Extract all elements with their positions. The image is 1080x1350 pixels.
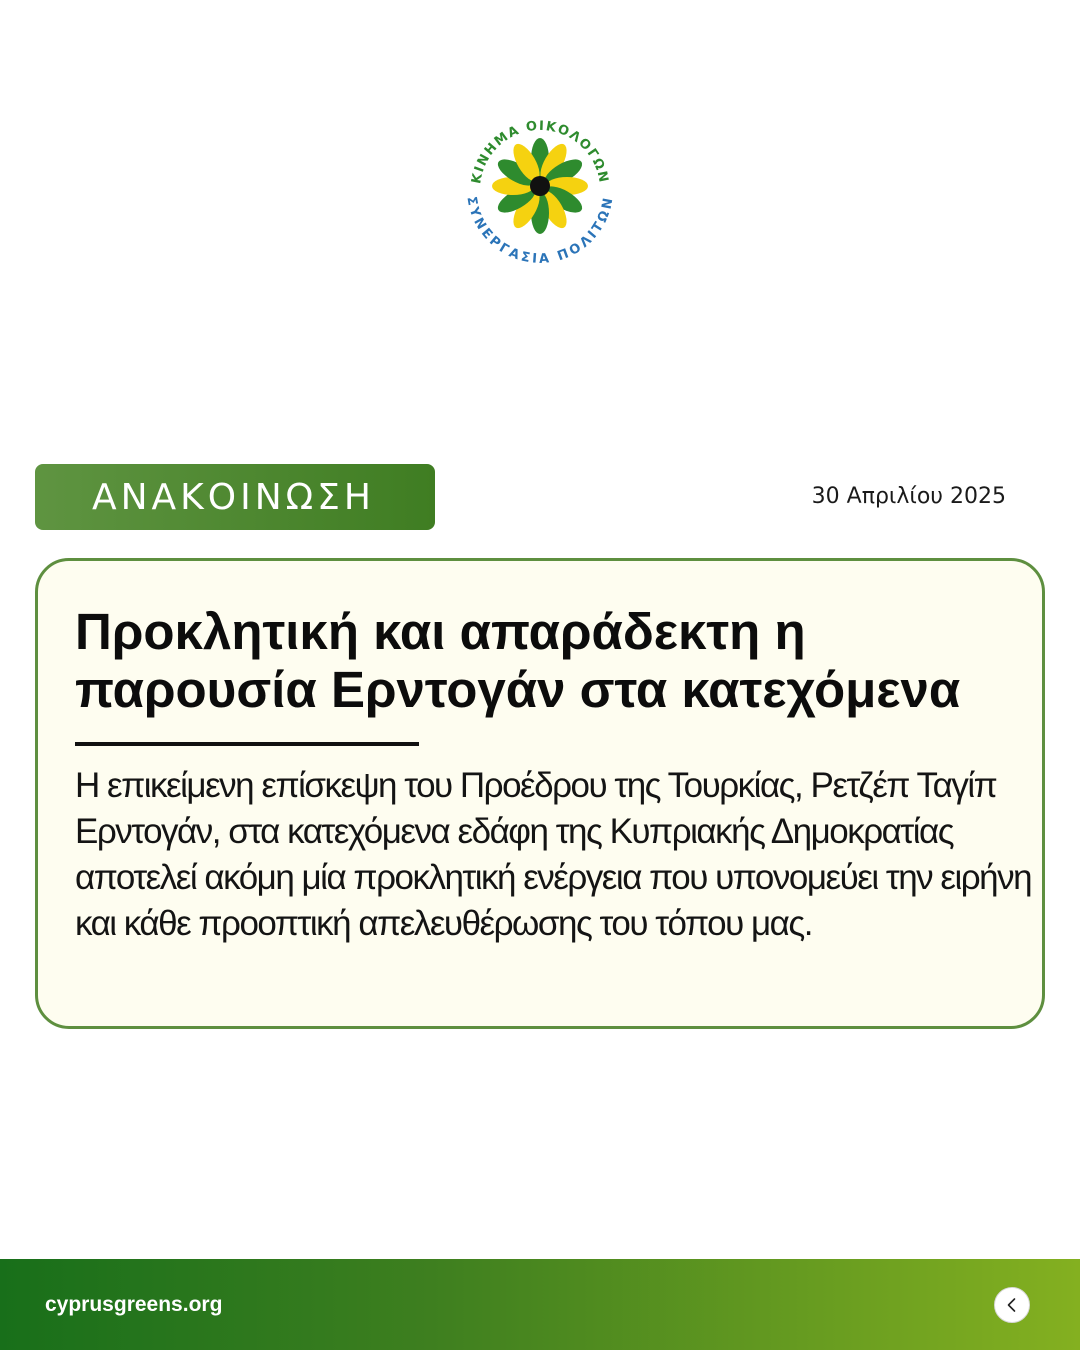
sunflower-petals bbox=[492, 138, 588, 234]
headline: Προκλητική και απαράδεκτη η παρουσία Ερντογάν στα κατεχόμενα bbox=[75, 603, 961, 718]
logo-top-text: ΚΙΝΗΜΑ ΟΙΚΟΛΟΓΩΝ bbox=[469, 118, 611, 185]
headline-divider bbox=[75, 742, 419, 746]
chevron-left-icon bbox=[1003, 1296, 1021, 1314]
announcement-label: ΑΝΑΚΟΙΝΩΣΗ bbox=[92, 476, 375, 518]
logo-bottom-text: ΣΥΝΕΡΓΑΣΙΑ ΠΟΛΙΤΩΝ bbox=[463, 195, 617, 268]
body-text: Η επικείμενη επίσκεψη του Προέδρου της Τουρκίας, Ρετζέπ Ταγίπ Ερντογάν, στα κατεχόμενα εδάφη της Κυπριακής Δημοκρατίας αποτελεί ακόμη μία προκλητική ενέργεια που υπονομεύει την ειρήνη και κάθε προοπτική απελευθέρωσης του τόπου μας. bbox=[75, 766, 1032, 943]
logo-emblem bbox=[460, 110, 620, 270]
announcement-card bbox=[35, 558, 1045, 1029]
logo bbox=[460, 110, 620, 270]
footer-bar bbox=[0, 1259, 1080, 1350]
website-link[interactable]: cyprusgreens.org bbox=[45, 1293, 223, 1316]
announcement-badge bbox=[35, 464, 435, 530]
publish-date: 30 Απριλίου 2025 bbox=[811, 484, 1006, 509]
back-button[interactable] bbox=[994, 1287, 1030, 1323]
